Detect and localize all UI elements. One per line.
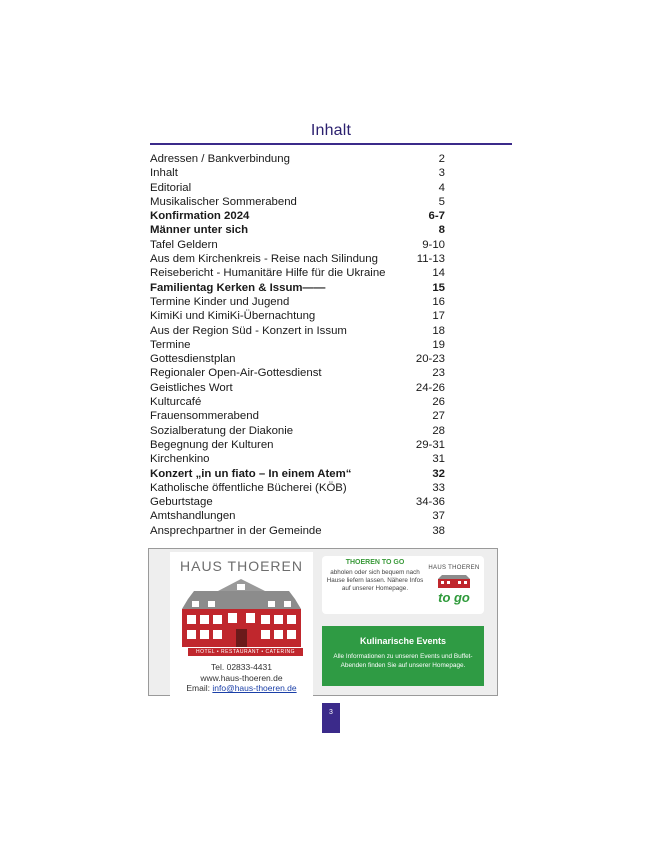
- hotel-website[interactable]: www.haus-thoeren.de: [200, 672, 283, 683]
- toc-entry: [150, 223, 445, 237]
- toc-entry-title: Geburtstage: [150, 496, 213, 509]
- toc-entry-page: 28: [432, 424, 445, 437]
- toc-entry-title: Geistliches Wort: [150, 381, 233, 394]
- hotel-contact: [170, 662, 313, 694]
- toc-entry: [150, 452, 445, 466]
- toc-entry: [150, 509, 445, 523]
- toc-entry-page: 6-7: [428, 210, 445, 223]
- toc-entry-title: Musikalischer Sommerabend: [150, 195, 297, 208]
- togo-text: abholen oder sich bequem nach Hause liefern lassen. Nähere Infos auf unserer Homepage.: [326, 569, 424, 592]
- toc-entry-title: Ansprechpartner in der Gemeinde: [150, 524, 322, 537]
- toc-entry: [150, 309, 445, 323]
- toc-entry: [150, 238, 445, 252]
- toc-entry-title: Inhalt: [150, 167, 178, 180]
- toc-entry-page: 27: [432, 410, 445, 423]
- toc-entry-page: 38: [432, 524, 445, 537]
- toc-entry-page: 3: [438, 167, 445, 180]
- toc-entry-page: 32: [432, 467, 445, 480]
- hotel-ad: [170, 552, 313, 696]
- togo-box: [322, 556, 484, 614]
- toc-entry-title: Familientag Kerken & Issum——: [150, 281, 326, 294]
- toc-entry-title: KimiKi und KimiKi-Übernachtung: [150, 310, 316, 323]
- toc-entry: [150, 481, 445, 495]
- toc-entry: [150, 495, 445, 509]
- toc-entry-title: Tafel Geldern: [150, 238, 218, 251]
- toc-entry-page: 37: [432, 510, 445, 523]
- toc-entry-page: 15: [432, 281, 445, 294]
- toc-entry-page: 4: [438, 181, 445, 194]
- toc-entry-page: 20-23: [415, 353, 445, 366]
- toc-entry-page: 24-26: [415, 381, 445, 394]
- toc-entry: [150, 438, 445, 452]
- toc-entry-page: 2: [438, 153, 445, 165]
- toc-entry: [150, 395, 445, 409]
- toc-entry-page: 5: [438, 195, 445, 208]
- toc-entry: [150, 409, 445, 423]
- toc-entry: [150, 381, 445, 395]
- toc-entry-page: 17: [432, 310, 445, 323]
- toc-entry-title: Aus dem Kirchenkreis - Reise nach Silindung: [150, 253, 378, 266]
- toc-entry-title: Adressen / Bankverbindung: [150, 153, 290, 165]
- toc-entry: [150, 524, 445, 538]
- toc-entry-page: 26: [432, 396, 445, 409]
- toc-entry-page: 11-13: [416, 253, 445, 266]
- toc-entry: [150, 195, 445, 209]
- toc-entry: [150, 166, 445, 180]
- hotel-name: HAUS THOEREN: [180, 558, 303, 574]
- toc-entry-title: Konfirmation 2024: [150, 210, 250, 223]
- toc-entry-page: 31: [432, 453, 445, 466]
- events-box: [322, 626, 484, 686]
- title-divider: [150, 143, 512, 145]
- toc-entry: [150, 295, 445, 309]
- toc-entry-page: 33: [432, 481, 445, 494]
- toc-entry: [150, 252, 445, 266]
- toc-entry-title: Frauensommerabend: [150, 410, 259, 423]
- togo-building-icon: [438, 574, 470, 588]
- hotel-email-row: [170, 683, 313, 694]
- toc-entry-title: Konzert „in un fiato – In einem Atem“: [150, 467, 352, 480]
- toc-entry: [150, 152, 445, 166]
- hotel-banner: HOTEL • RESTAURANT • CATERING: [188, 648, 303, 656]
- toc-entry: [150, 209, 445, 223]
- togo-logo-name: HAUS THOEREN: [428, 565, 480, 571]
- toc-entry-page: 14: [432, 267, 445, 280]
- hotel-building-icon: [182, 579, 301, 647]
- toc-entry-page: 23: [432, 367, 445, 380]
- toc-entry-title: Gottesdienstplan: [150, 353, 236, 366]
- advertisement: [148, 548, 498, 696]
- toc-entry-title: Termine: [150, 338, 191, 351]
- toc-entry-page: 19: [432, 338, 445, 351]
- toc-entry-title: Kirchenkino: [150, 453, 210, 466]
- toc-entry: [150, 266, 445, 280]
- page-title: Inhalt: [310, 122, 352, 139]
- toc-entry-page: 16: [432, 295, 445, 308]
- hotel-email-label: Email:: [186, 683, 210, 693]
- toc-entry: [150, 352, 445, 366]
- events-title: Kulinarische Events: [359, 636, 447, 646]
- toc-entry: [150, 424, 445, 438]
- toc-entry-page: 8: [438, 224, 445, 237]
- toc-entry-title: Sozialberatung der Diakonie: [150, 424, 294, 437]
- toc-entry-title: Regionaler Open-Air-Gottesdienst: [150, 367, 322, 380]
- table-of-contents: [150, 152, 445, 538]
- hotel-phone: Tel. 02833-4431: [211, 662, 272, 672]
- toc-entry-title: Termine Kinder und Jugend: [150, 295, 290, 308]
- toc-entry-page: 18: [432, 324, 445, 337]
- toc-entry: [150, 324, 445, 338]
- toc-entry-title: Aus der Region Süd - Konzert in Issum: [150, 324, 347, 337]
- togo-heading: THOEREN TO GO: [345, 559, 405, 566]
- toc-entry-page: 34-36: [415, 496, 445, 509]
- toc-entry-page: 29-31: [415, 438, 445, 451]
- toc-entry-title: Reisebericht - Humanitäre Hilfe für die Ukraine: [150, 267, 386, 280]
- toc-entry-title: Amtshandlungen: [150, 510, 236, 523]
- toc-entry: [150, 281, 445, 295]
- togo-logo-word: to go: [438, 590, 470, 605]
- toc-entry-title: Männer unter sich: [150, 224, 249, 237]
- toc-entry: [150, 181, 445, 195]
- hotel-email-link[interactable]: info@haus-thoeren.de: [212, 683, 297, 693]
- toc-entry-title: Katholische öffentliche Bücherei (KÖB): [150, 481, 347, 494]
- events-text: Alle Informationen zu unseren Events und Buffet-Abenden finden Sie auf unserer Homepage.: [333, 653, 473, 669]
- page-number: 3: [329, 709, 333, 716]
- toc-entry-page: 9-10: [422, 238, 445, 251]
- toc-entry-title: Editorial: [150, 181, 192, 194]
- toc-entry-title: Begegnung der Kulturen: [150, 438, 274, 451]
- toc-entry-title: Kulturcafé: [150, 396, 202, 409]
- toc-entry: [150, 338, 445, 352]
- toc-entry: [150, 467, 445, 481]
- toc-entry: [150, 366, 445, 380]
- page-number-badge: [322, 703, 340, 733]
